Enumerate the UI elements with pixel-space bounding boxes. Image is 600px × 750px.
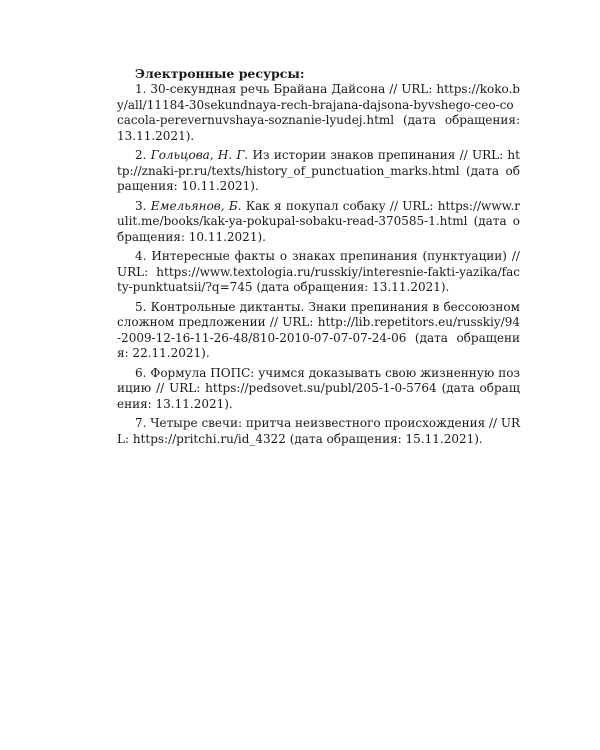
reference-list (117, 82, 520, 447)
reference-item-6 (117, 366, 520, 413)
reference-number: 7. (135, 416, 147, 430)
reference-number: 2. (135, 148, 147, 162)
reference-item-7 (117, 416, 520, 447)
reference-author: Емельянов, Б. (150, 198, 242, 213)
reference-number: 1. (135, 82, 147, 96)
reference-text: Четыре свечи: притча неизвестного происхождения // URL: https://pritchi.ru/id_4322 (дата обращения: 15.11.2021). (117, 416, 521, 446)
references-section (117, 66, 520, 451)
reference-text: Как я покупал собаку // URL: https://www.rulit.me/books/kak-ya-pokupal-sobaku-read-370585-1.html (дата обращения: 10.11.2021). (117, 198, 521, 244)
reference-item-1 (117, 82, 520, 144)
reference-author: Гольцова, Н. Г. (150, 148, 249, 162)
reference-text: Из истории знаков препинания // URL: http://znaki-pr.ru/texts/history_of_punctuation_marks.html (дата обращения: 10.11.2021). (117, 148, 520, 193)
reference-number: 5. (135, 299, 147, 314)
reference-text: Контрольные диктанты. Знаки препинания в бессоюзном сложном предложении // URL: http://lib.repetitors.eu/russkiy/94-2009-12-16-11-26-48/810-2010-07-07-07-24-06 (дата обращения: 22.11.2021). (117, 299, 520, 360)
section-heading: Электронные ресурсы: (135, 66, 305, 81)
reference-text: Формула ПОПС: учимся доказывать свою жизненную позицию // URL: https://pedsovet.su/publ/205-1-0-5764 (дата обращения: 13.11.2021). (117, 365, 520, 411)
reference-item-3 (117, 199, 520, 246)
reference-number: 6. (135, 365, 147, 380)
reference-item-2 (117, 148, 520, 195)
reference-number: 3. (135, 198, 147, 213)
reference-text: Интересные факты о знаках препинания (пунктуации) // URL: https://www.textologia.ru/russkiy/interesnie-fakti-yazika/facty-punktuatsii/?q=745 (дата обращения: 13.11.2021). (117, 249, 520, 294)
reference-item-5 (117, 300, 520, 362)
reference-item-4 (117, 249, 520, 296)
reference-text: 30-секундная речь Брайана Дайсона // URL: https://koko.by/all/11184-30sekundnaya-rech-brajana-dajsona-byvshego-ceo-cocacola-perevernuvshaya-soznanie-lyudej.html (дата обращения: 13.11.2021). (117, 82, 520, 143)
reference-number: 4. (135, 249, 147, 263)
